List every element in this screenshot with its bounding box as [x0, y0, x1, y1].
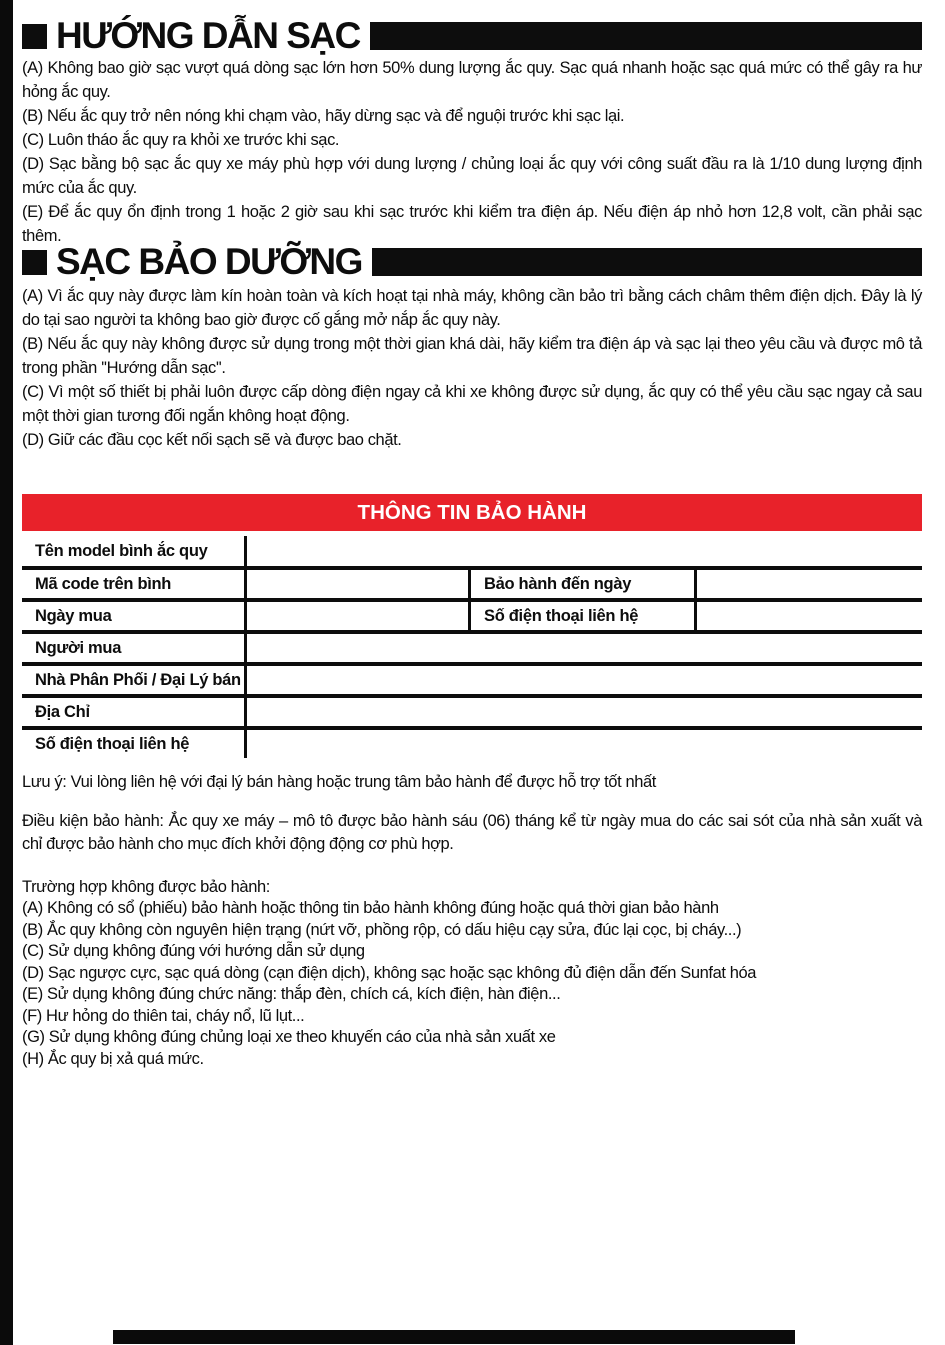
maintenance-item-d: (D) Giữ các đầu cọc kết nối sạch sẽ và được bao chặt. [22, 431, 402, 449]
table-row-model [22, 536, 922, 566]
charging-item-a: (A) Không bao giờ sạc vượt quá dòng sạc lớn hơn 50% dung lượng ắc quy. Sạc quá nhanh hoặc sạc quá mức có thể gây ra hư hỏng ắc quy. [22, 59, 922, 101]
page-left-edge-bar [0, 0, 13, 1345]
table-row-contact-phone [22, 726, 922, 758]
warranty-info-header [22, 494, 922, 531]
exclusion-item-d: (D) Sạc ngược cực, sạc quá dòng (cạn điện dịch), không sạc hoặc sạc không đủ điện dẫn đến Sunfat hóa [22, 963, 757, 982]
warranty-until-value-cell [697, 570, 922, 598]
table-row-dealer [22, 662, 922, 694]
table-row-purchase-date-phone [22, 598, 922, 630]
maintenance-section-title: SẠC BẢO DƯỠNG [56, 241, 362, 282]
buyer-value-cell [247, 634, 922, 662]
warranty-info-header-title: THÔNG TIN BẢO HÀNH [357, 500, 587, 524]
maintenance-section-header [22, 242, 922, 282]
exclusion-item-c: (C) Sử dụng không đúng với hướng dẫn sử dụng [22, 942, 365, 960]
charging-item-e: (E) Để ắc quy ổn định trong 1 hoặc 2 giờ sau khi sạc trước khi kiểm tra điện áp. Nếu điện áp nhỏ hơn 12,8 volt, cần phải sạc thêm. [22, 203, 922, 245]
code-label: Mã code trên bình [22, 570, 247, 598]
exclusion-item-h: (H) Ắc quy bị xả quá mức. [22, 1049, 204, 1068]
contact-phone-label: Số điện thoại liên hệ [22, 730, 247, 758]
exclusions-title: Trường hợp không được bảo hành: [22, 878, 270, 896]
warranty-conditions: Điều kiện bảo hành: Ắc quy xe máy – mô tô được bảo hành sáu (06) tháng kể từ ngày mua do các sai sót của nhà sản xuất và chỉ được bảo hành cho mục đích khởi động động cơ phù hợp. [22, 812, 922, 853]
code-value-cell [247, 570, 471, 598]
contact-phone-value-cell [247, 730, 922, 758]
warranty-table [22, 536, 922, 758]
charging-item-b: (B) Nếu ắc quy trở nên nóng khi chạm vào, hãy dừng sạc và để nguội trước khi sạc lại. [22, 107, 625, 125]
charging-section-header [22, 16, 922, 56]
purchase-date-value-cell [247, 602, 471, 630]
charging-instructions-list [22, 56, 922, 248]
section-square-icon [22, 24, 47, 49]
table-row-code-warranty-date [22, 566, 922, 598]
model-label: Tên model bình ắc quy [22, 536, 247, 566]
phone-label: Số điện thoại liên hệ [471, 602, 697, 630]
address-label: Địa Chỉ [22, 698, 247, 726]
section-header-bar [370, 22, 922, 50]
charging-item-c: (C) Luôn tháo ắc quy ra khỏi xe trước khi sạc. [22, 131, 340, 149]
model-value-cell [247, 536, 922, 566]
maintenance-item-c: (C) Vì một số thiết bị phải luôn được cấp dòng điện ngay cả khi xe không được sử dụng, ắc quy có thể yêu cầu sạc ngay cả sau một thời gian tương đối ngắn không hoạt động. [22, 383, 922, 425]
footer-bar [113, 1330, 795, 1344]
exclusion-item-b: (B) Ắc quy không còn nguyên hiện trạng (nứt vỡ, phồng rộp, có dấu hiệu cạy sửa, đúc lại cọc, bị cháy...) [22, 920, 742, 939]
maintenance-instructions-list [22, 284, 922, 452]
charging-item-d: (D) Sạc bằng bộ sạc ắc quy xe máy phù hợp với dung lượng / chủng loại ắc quy với công suất đầu ra là 1/10 dung lượng định mức của ắc quy. [22, 155, 922, 197]
maintenance-item-a: (A) Vì ắc quy này được làm kín hoàn toàn và kích hoạt tại nhà máy, không cần bảo trì bằng cách châm thêm điện dịch. Đây là lý do tại sao người ta không bao giờ được cố gắng mở nắp ắc quy này. [22, 287, 922, 329]
exclusion-item-f: (F) Hư hỏng do thiên tai, cháy nổ, lũ lụt... [22, 1006, 305, 1025]
exclusions-list [22, 898, 922, 1070]
dealer-value-cell [247, 666, 922, 694]
exclusion-item-a: (A) Không có sổ (phiếu) bảo hành hoặc thông tin bảo hành không đúng hoặc quá thời gian bảo hành [22, 899, 719, 917]
charging-section-title: HƯỚNG DẪN SẠC [56, 15, 360, 56]
table-row-buyer [22, 630, 922, 662]
purchase-date-label: Ngày mua [22, 602, 247, 630]
support-note: Lưu ý: Vui lòng liên hệ với đại lý bán hàng hoặc trung tâm bảo hành để được hỗ trợ tốt nhất [22, 773, 656, 791]
exclusions-section [22, 876, 922, 1070]
dealer-label: Nhà Phân Phối / Đại Lý bán [22, 666, 247, 694]
warranty-until-label: Bảo hành đến ngày [471, 570, 697, 598]
maintenance-item-b: (B) Nếu ắc quy này không được sử dụng trong một thời gian khá dài, hãy kiểm tra điện áp và sạc lại theo yêu cầu và được mô tả trong phần ''Hướng dẫn sạc''. [22, 335, 922, 377]
phone-value-cell [697, 602, 922, 630]
table-row-address [22, 694, 922, 726]
exclusion-item-g: (G) Sử dụng không đúng chủng loại xe theo khuyến cáo của nhà sản xuất xe [22, 1028, 556, 1046]
buyer-label: Người mua [22, 634, 247, 662]
section-square-icon [22, 250, 47, 275]
address-value-cell [247, 698, 922, 726]
exclusion-item-e: (E) Sử dụng không đúng chức năng: thắp đèn, chích cá, kích điện, hàn điện... [22, 985, 561, 1003]
section-header-bar [372, 248, 922, 276]
